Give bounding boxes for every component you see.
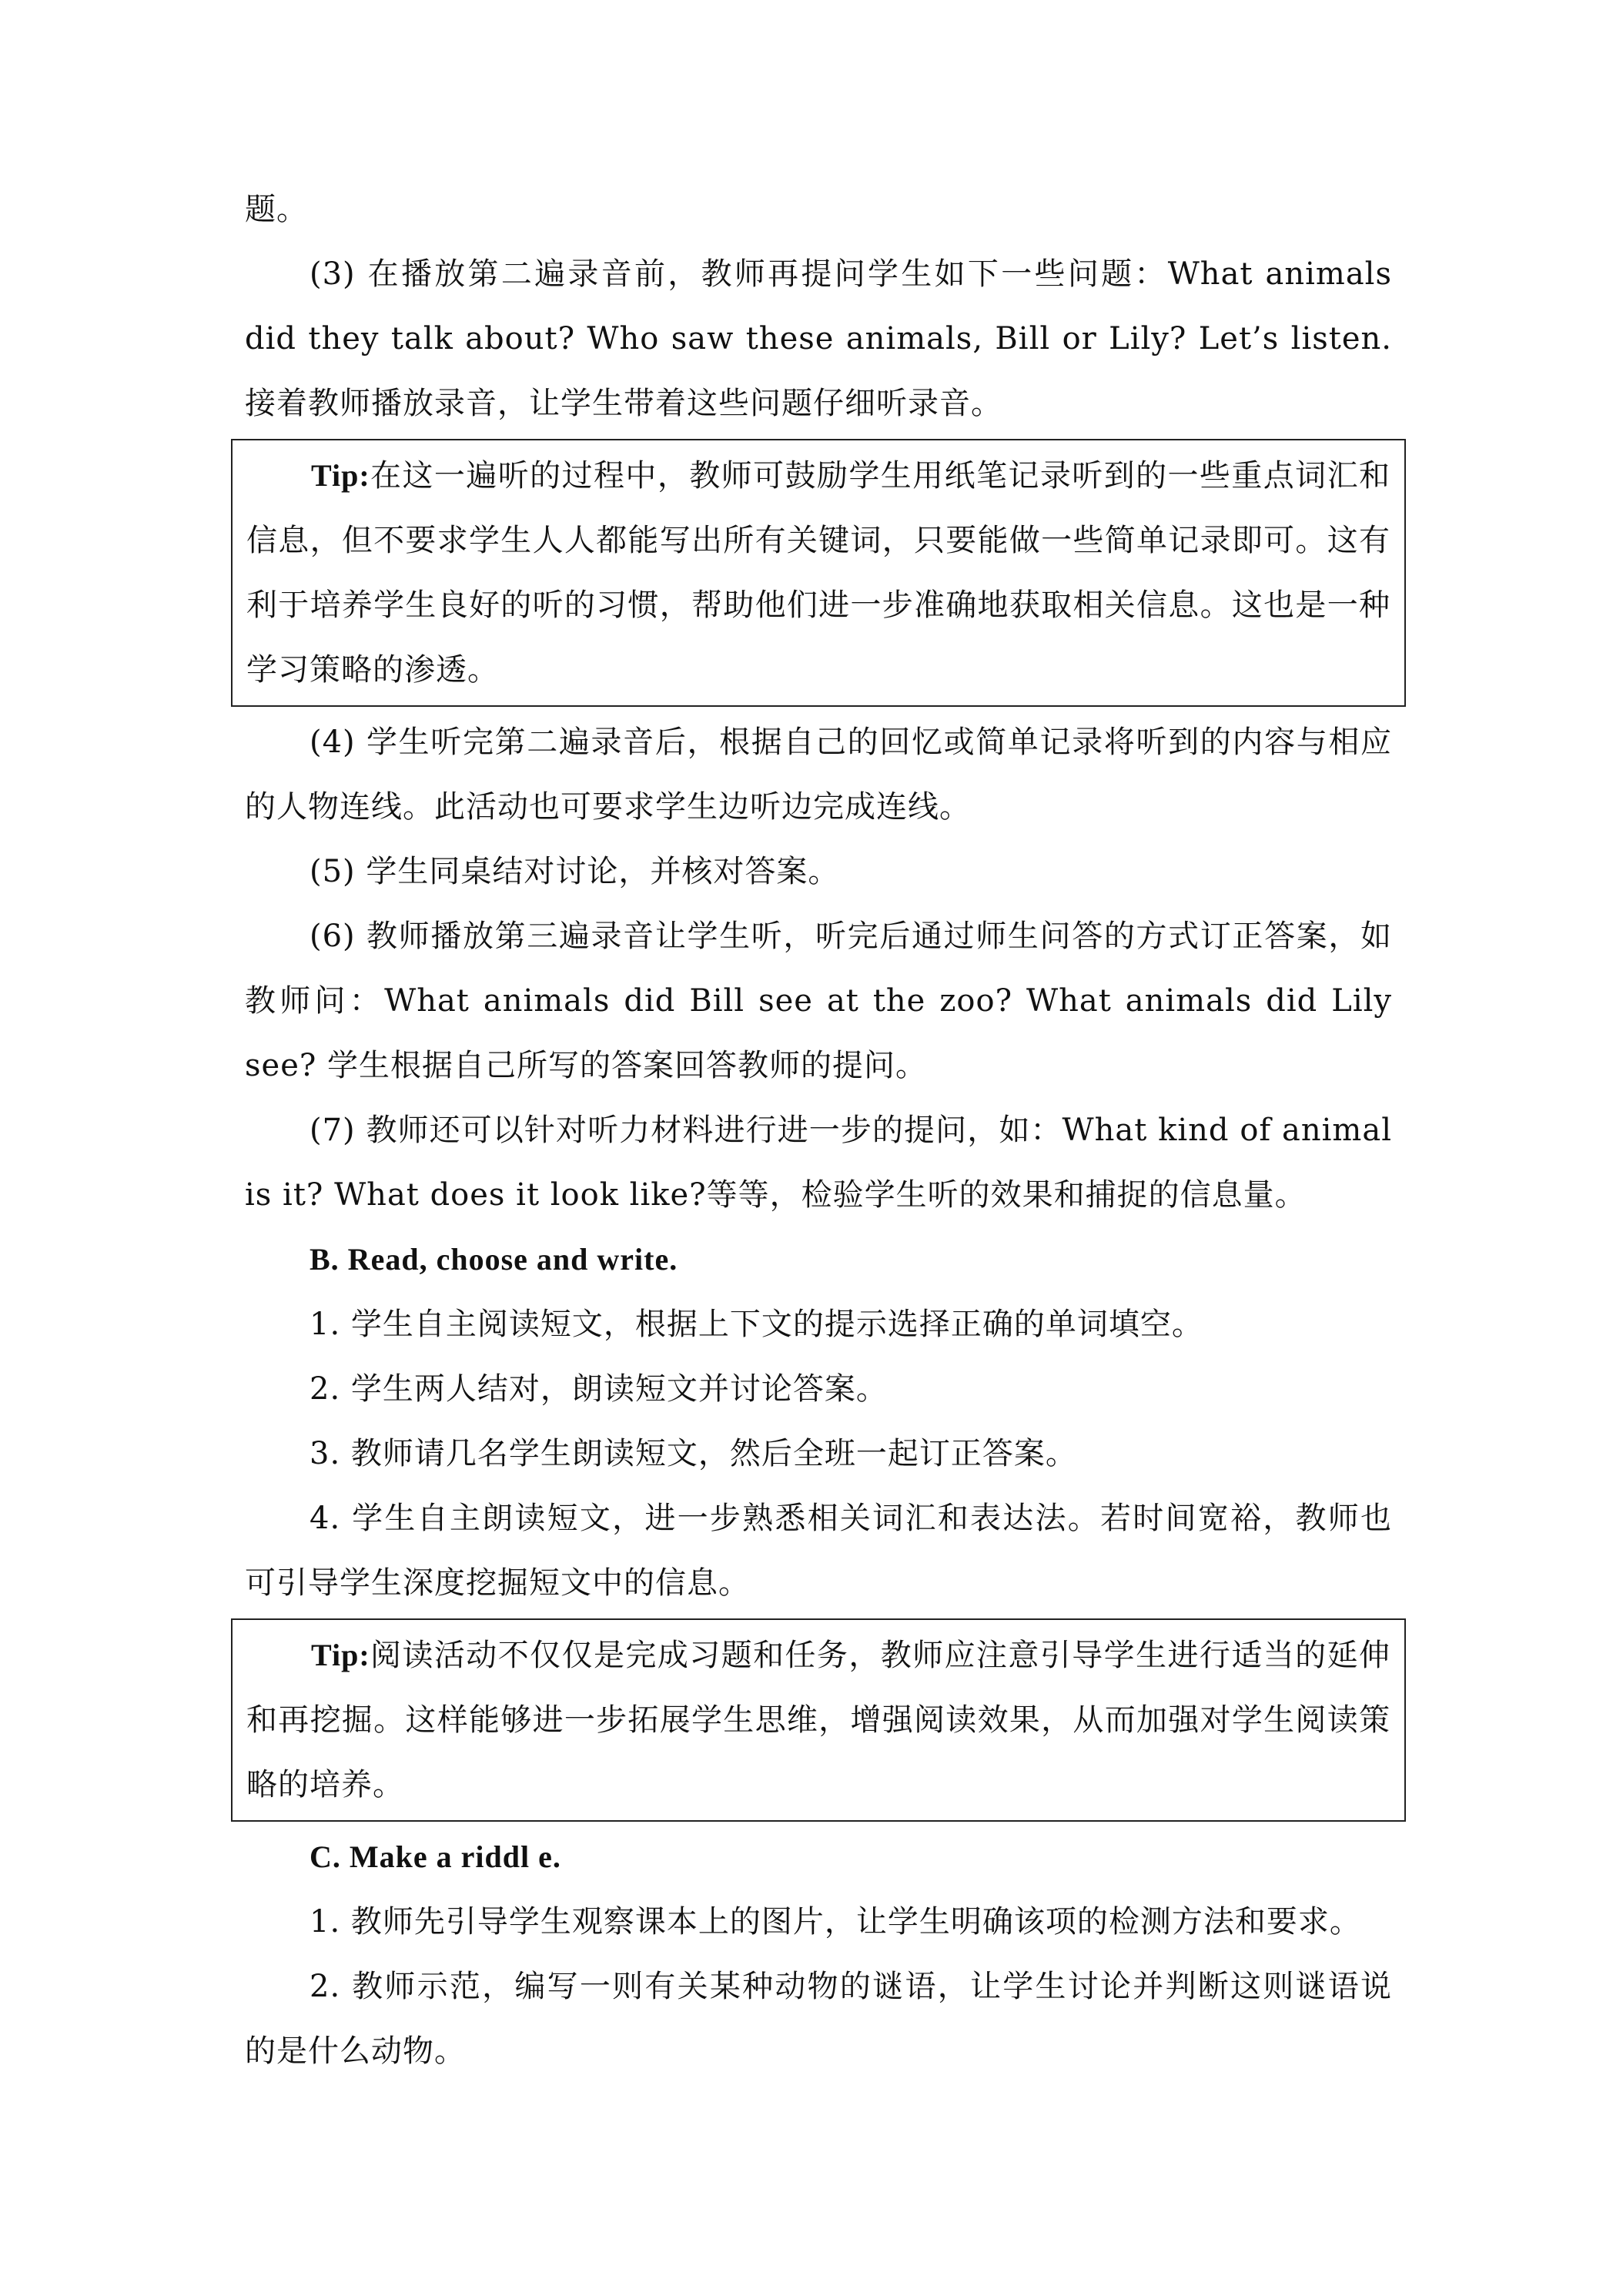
document-page xyxy=(245,177,1392,2083)
tip-text: 阅读活动不仅仅是完成习题和任务，教师应注意引导学生进行适当的延伸和再挖掘。这样能够进一步拓展学生思维，增强阅读效果，从而加强对学生阅读策略的培养。 xyxy=(246,1638,1390,1802)
tip-paragraph-listening xyxy=(246,443,1390,702)
tip-paragraph-reading xyxy=(246,1623,1390,1817)
tip-label: Tip: xyxy=(311,1638,370,1672)
list-item-b2: 2. 学生两人结对，朗读短文并讨论答案。 xyxy=(310,1371,888,1407)
paragraph-step-5: (5) 学生同桌结对讨论，并核对答案。 xyxy=(310,854,840,889)
tip-label: Tip: xyxy=(311,458,370,493)
paragraph-continuation: 题。 xyxy=(245,192,308,227)
list-item-b3: 3. 教师请几名学生朗读短文，然后全班一起订正答案。 xyxy=(310,1436,1077,1471)
list-item-c2: 2. 教师示范，编写一则有关某种动物的谜语，让学生讨论并判断这则谜语说的是什么动物。 xyxy=(245,1969,1392,2069)
list-item-b4: 4. 学生自主朗读短文，进一步熟悉相关词汇和表达法。若时间宽裕，教师也可引导学生深度挖掘短文中的信息。 xyxy=(245,1501,1392,1601)
list-item-b1: 1. 学生自主阅读短文，根据上下文的提示选择正确的单词填空。 xyxy=(310,1307,1203,1342)
paragraph-step-4: (4) 学生听完第二遍录音后，根据自己的回忆或简单记录将听到的内容与相应的人物连线。此活动也可要求学生边听边完成连线。 xyxy=(245,725,1392,825)
tip-box-listening xyxy=(231,439,1406,707)
section-heading-c: C. Make a riddl e. xyxy=(310,1839,561,1874)
list-item-c1: 1. 教师先引导学生观察课本上的图片，让学生明确该项的检测方法和要求。 xyxy=(310,1904,1361,1940)
paragraph-step-6: (6) 教师播放第三遍录音让学生听，听完后通过师生问答的方式订正答案，如教师问：What animals did Bill see at the zoo? What animals did Lily see? 学生根据自己所写的答案回答教师的提问。 xyxy=(245,919,1392,1083)
paragraph-step-3: (3) 在播放第二遍录音前，教师再提问学生如下一些问题：What animals did they talk about? Who saw these animals, Bill or Lily? Let’s listen. 接着教师播放录音，让学生带着这些问题仔细听录音。 xyxy=(245,256,1392,421)
section-heading-b: B. Read, choose and write. xyxy=(310,1242,678,1277)
paragraph-step-7: (7) 教师还可以针对听力材料进行进一步的提问，如：What kind of animal is it? What does it look like?等等，检验学生听的效果和捕捉的信息量。 xyxy=(245,1113,1392,1213)
tip-text: 在这一遍听的过程中，教师可鼓励学生用纸笔记录听到的一些重点词汇和信息，但不要求学生人人都能写出所有关键词，只要能做一些简单记录即可。这有利于培养学生良好的听的习惯，帮助他们进一步准确地获取相关信息。这也是一种学习策略的渗透。 xyxy=(246,458,1390,688)
tip-box-reading xyxy=(231,1618,1406,1822)
